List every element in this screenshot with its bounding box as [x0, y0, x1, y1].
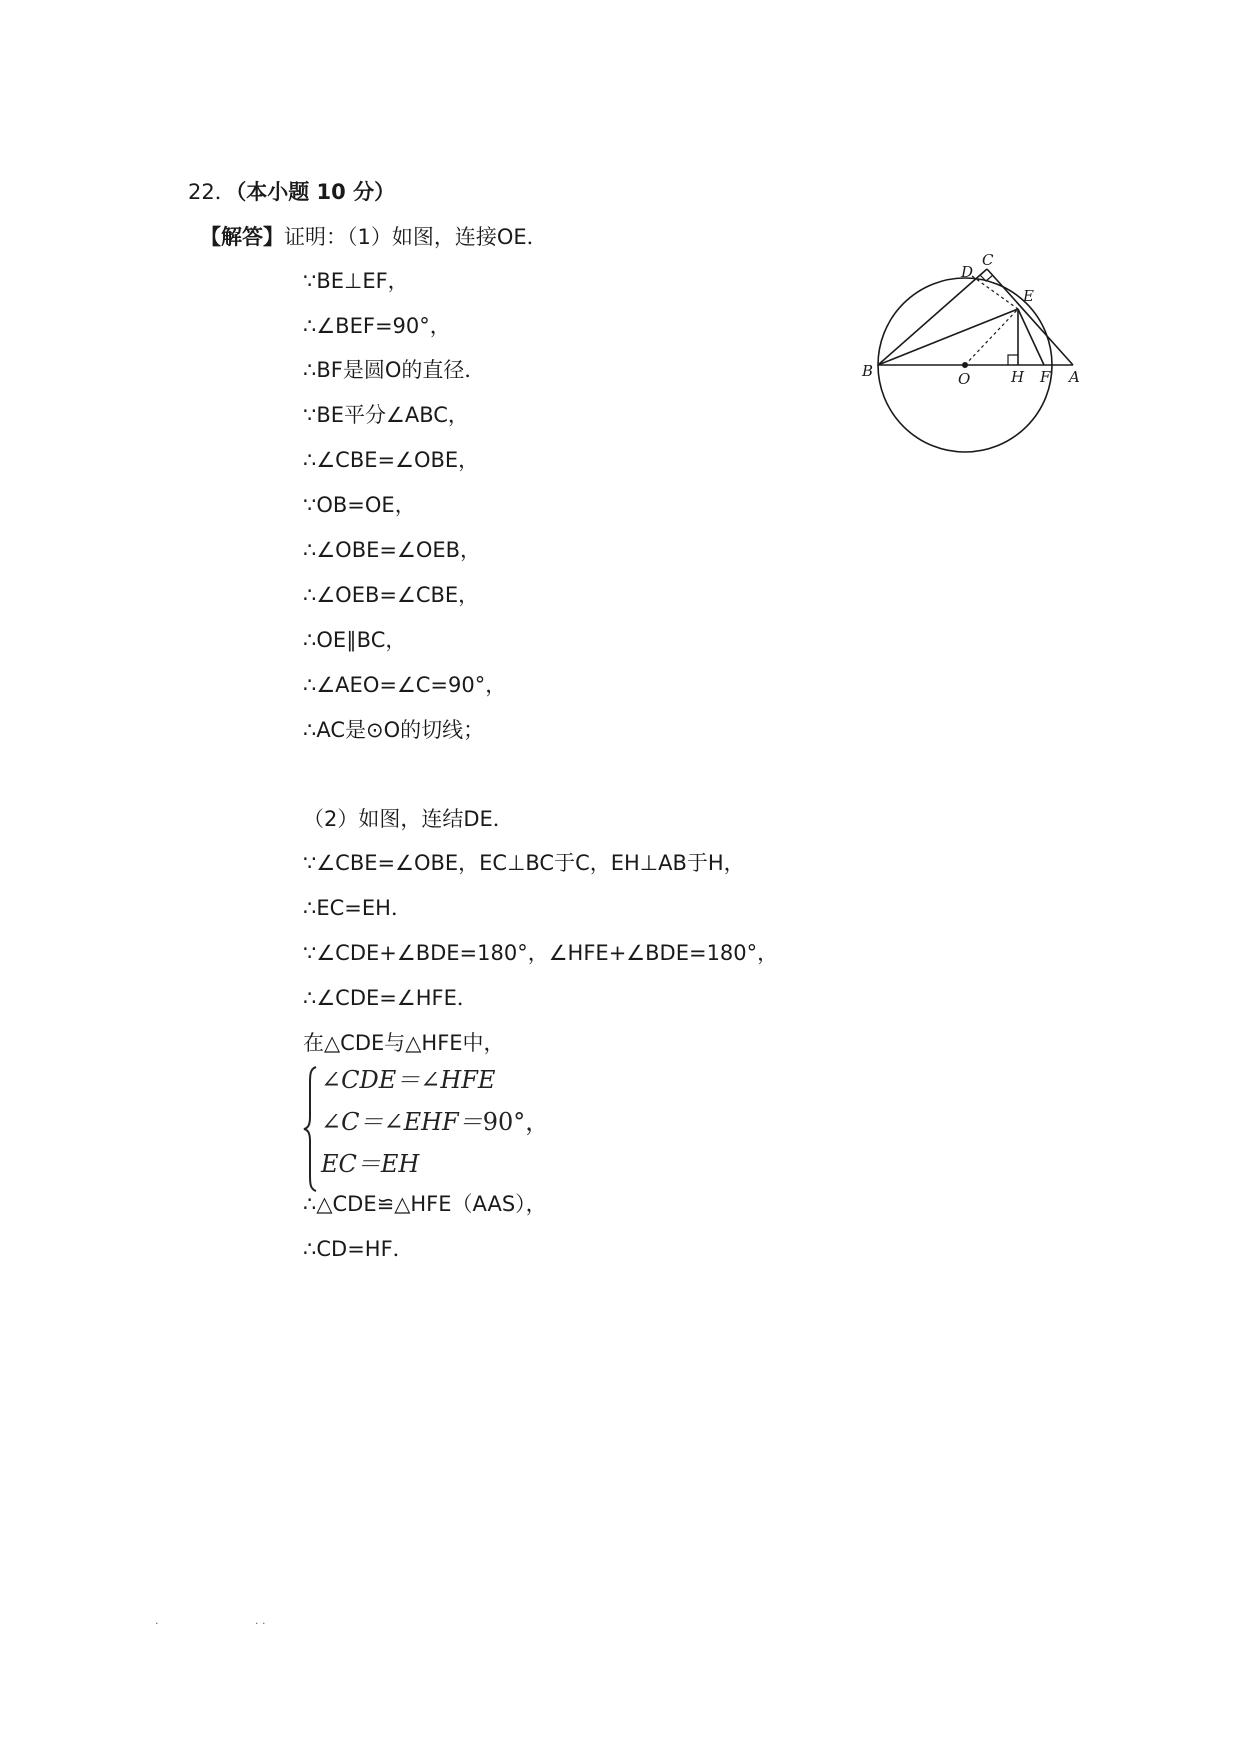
system-row-3: EC＝EH — [321, 1150, 420, 1178]
proof-line: ∴∠OEB=∠CBE， — [303, 583, 480, 607]
footer-mark-right: · · — [255, 1617, 266, 1630]
proof-line: ∴EC=EH． — [303, 896, 412, 920]
question-points: （本小题 10 分） — [235, 180, 396, 204]
proof-line: ∴CD=HF． — [303, 1237, 414, 1261]
proof-line: ∴OE∥BC， — [303, 628, 407, 652]
intro-text: 证明：（1）如图，连接OE． — [284, 225, 548, 249]
segment-oe — [965, 309, 1018, 365]
proof-line: ∴∠CDE=∠HFE． — [303, 986, 478, 1010]
proof-line: ∵BE平分∠ABC， — [303, 403, 469, 427]
proof-line: ∴∠CBE=∠OBE， — [303, 448, 480, 472]
proof-line: ∴∠BEF=90°， — [303, 314, 451, 338]
label-d: D — [961, 263, 974, 281]
question-heading — [188, 178, 395, 206]
proof-line: （2）如图，连结DE． — [303, 807, 514, 831]
question-number: 22． — [188, 180, 236, 204]
proof-line: ∵BE⊥EF， — [303, 269, 409, 293]
segment-be — [878, 309, 1018, 365]
proof-line: ∵∠CBE=∠OBE，EC⊥BC于C，EH⊥AB于H， — [303, 851, 745, 875]
proof-line: ∴∠OBE=∠OEB， — [303, 538, 482, 562]
answer-tag: 【解答】 — [200, 225, 284, 249]
proof-line: ∴△CDE≌△HFE（AAS）， — [303, 1192, 547, 1216]
solution-intro — [200, 223, 548, 251]
proof-line: ∵∠CDE+∠BDE=180°，∠HFE+∠BDE=180°， — [303, 941, 779, 965]
center-point — [962, 362, 968, 368]
label-f: F — [1040, 368, 1051, 386]
geometry-figure — [860, 243, 1105, 458]
label-b: B — [862, 362, 874, 380]
label-a: A — [1069, 368, 1080, 386]
proof-line: ∴AC是⊙O的切线； — [303, 718, 485, 742]
proof-line: 在△CDE与△HFE中， — [303, 1031, 505, 1055]
footer-mark-left: · — [155, 1617, 159, 1630]
system-row-1: ∠CDE＝∠HFE — [321, 1066, 496, 1094]
label-o: O — [958, 370, 971, 388]
system-row-2-value: 90°， — [482, 1108, 550, 1136]
segment-de — [972, 276, 1018, 309]
system-row-2 — [321, 1107, 549, 1137]
right-angle-mark-h — [1008, 355, 1018, 365]
proof-line: ∴BF是圆O的直径． — [303, 358, 486, 382]
label-c: C — [982, 251, 994, 269]
segment-bc — [878, 269, 987, 365]
proof-line: ∵OB=OE， — [303, 493, 416, 517]
label-h: H — [1011, 368, 1025, 386]
label-e: E — [1023, 287, 1034, 305]
left-brace-icon — [303, 1065, 319, 1193]
system-row-2-angles: ∠C＝∠EHF＝ — [321, 1108, 483, 1136]
proof-line: ∴∠AEO=∠C=90°， — [303, 673, 507, 697]
